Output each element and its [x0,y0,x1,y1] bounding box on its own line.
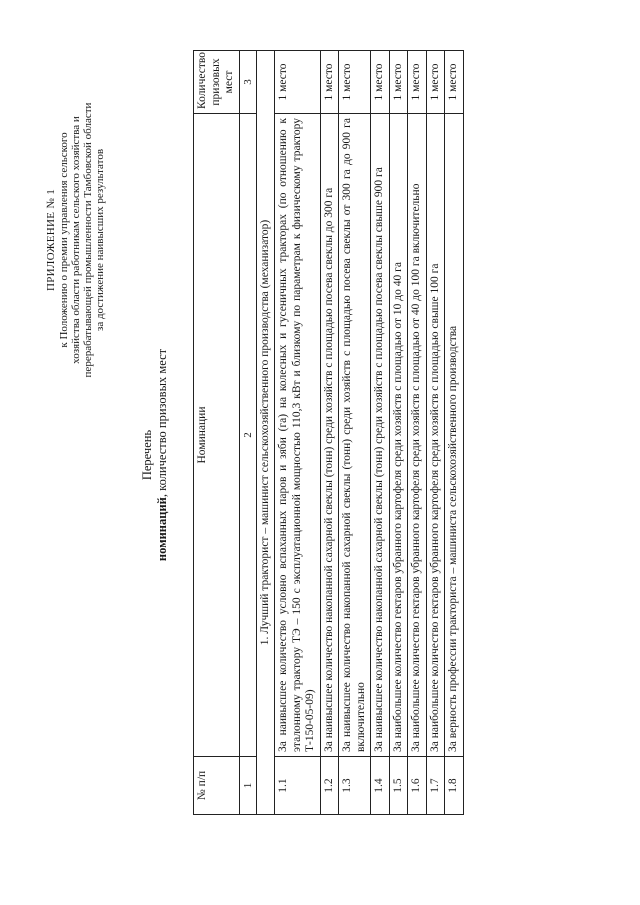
row-nomination: За наивысшее количество накопанной сахарной свеклы (тонн) среди хозяйств с площадью посева свеклы от 300 га до 900 га включительно [339,114,371,757]
row-places: 1 место [445,51,464,114]
column-number: 1 [239,757,256,815]
appendix-line: хозяйства области работникам сельского хозяйства и [70,116,82,364]
row-index: 1.8 [445,757,464,815]
document-title [140,255,170,655]
title-rest: , количество призовых мест [155,348,169,498]
row-places: 1 место [426,51,445,114]
row-index: 1.6 [408,757,427,815]
table-row [339,51,371,815]
header-nominations: Номинации [194,114,240,757]
row-index: 1.7 [426,757,445,815]
row-places: 1 место [371,51,390,114]
row-places: 1 место [339,51,371,114]
row-index: 1.5 [389,757,408,815]
row-index: 1.1 [275,757,321,815]
appendix-line: к Положению о премии управления сельского [58,132,70,348]
row-places: 1 место [389,51,408,114]
appendix-line: перерабатывающей промышленности Тамбовской области [82,102,94,378]
title-line-2 [155,255,170,655]
header-places: Количество призовых мест [194,51,240,114]
title-line-1: Перечень [140,429,154,481]
row-index: 1.4 [371,757,390,815]
row-index: 1.2 [320,757,339,815]
row-places: 1 место [320,51,339,114]
table-row [445,51,464,815]
header-number: № п/п [194,757,240,815]
row-index: 1.3 [339,757,371,815]
table-row [371,51,390,815]
row-places: 1 место [408,51,427,114]
row-nomination: За наибольшее количество гектаров убранного картофеля среди хозяйств с площадью от 40 до 100 га включительно [408,114,427,757]
table-header-row [194,51,240,815]
table-row [408,51,427,815]
column-number: 3 [239,51,256,114]
table-row [426,51,445,815]
nominations-table [193,50,464,815]
table-row [320,51,339,815]
row-nomination: За верность профессии тракториста – машиниста сельскохозяйственного производства [445,114,464,757]
appendix-title: ПРИЛОЖЕНИЕ № 1 [45,189,57,292]
row-nomination: За наивысшее количество условно вспаханных паров и зяби (га) на колесных и гусеничных тракторах (по отношению к эталонному трактору ТЭ – 150 с эксплуатационной мощностью 110,3 кВт и близкому по параметрам к физическому трактору Т-150-05-09) [275,114,321,757]
column-number-row [239,51,256,815]
section-title: 1. Лучший тракторист – машинист сельскохозяйственного производства (механизатор) [256,51,275,815]
section-row [256,51,275,815]
column-number: 2 [239,114,256,757]
table-row [275,51,321,815]
row-nomination: За наибольшее количество гектаров убранного картофеля среди хозяйств с площадью от 10 до 40 га [389,114,408,757]
appendix-header [45,75,106,405]
title-bold-word: номинаций [155,497,169,562]
appendix-line: за достижение наивысших результатов [94,148,106,332]
row-nomination: За наивысшее количество накопанной сахарной свеклы (тонн) среди хозяйств с площадью посева свеклы свыше 900 га [371,114,390,757]
row-nomination: За наивысшее количество накопанной сахарной свеклы (тонн) среди хозяйств с площадью посева свеклы до 300 га [320,114,339,757]
row-places: 1 место [275,51,321,114]
row-nomination: За наибольшее количество гектаров убранного картофеля среди хозяйств с площадью свыше 100 га [426,114,445,757]
table-row [389,51,408,815]
